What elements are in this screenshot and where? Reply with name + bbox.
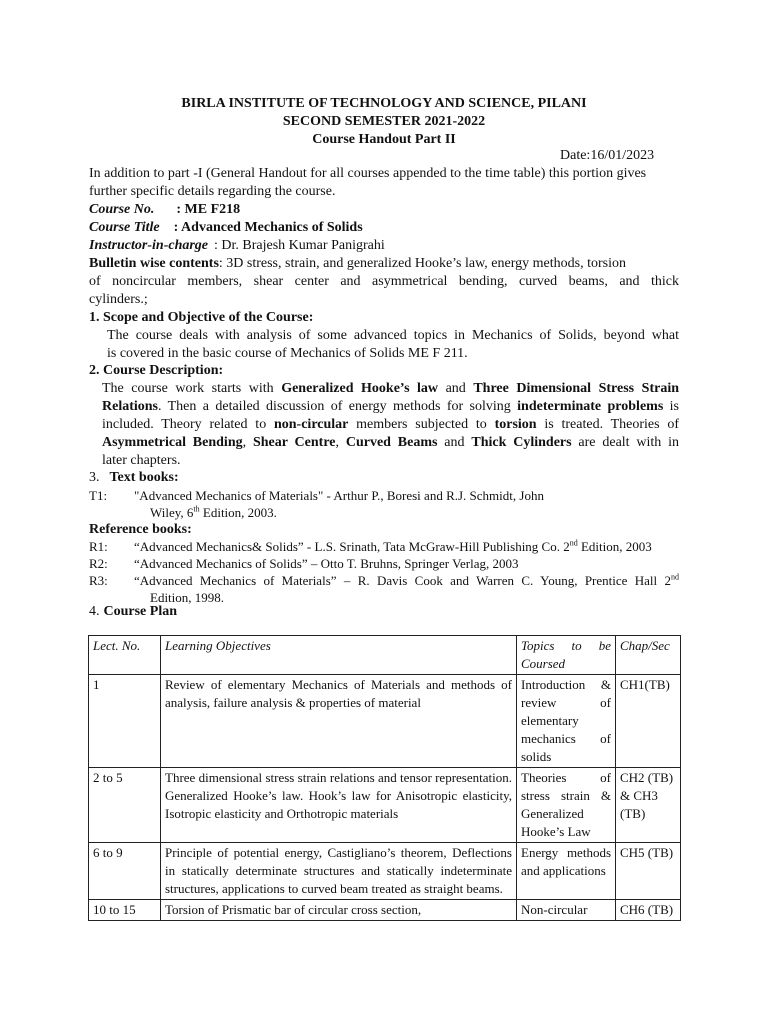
semester-title: SECOND SEMESTER 2021-2022 — [282, 114, 486, 129]
bulletin-label: Bulletin wise contents — [89, 256, 219, 271]
t1-line-1: "Advanced Mechanics of Materials" - Arthur P., Boresi and R.J. Schmidt, John — [134, 488, 544, 503]
bulletin-line-3: cylinders.; — [89, 292, 148, 307]
course-title-label: Course Title — [89, 220, 160, 235]
description-line-1 — [102, 380, 679, 398]
t1-line-2 — [150, 504, 277, 521]
t1-id: T1: — [89, 488, 108, 503]
table-row — [89, 675, 681, 768]
desc-text: members subjected to — [348, 417, 495, 432]
table-row — [89, 768, 681, 843]
header-chap-sec: Chap/Sec — [616, 636, 681, 675]
r3-line-2: Edition, 1998. — [150, 590, 225, 605]
cell-chap: CH2 (TB) & CH3 (TB) — [616, 768, 681, 843]
r1-sup: nd — [569, 538, 578, 548]
desc-text: included. Theory related to — [102, 417, 274, 432]
header-topics: Topics to be Coursed — [517, 636, 616, 675]
description-line-2 — [102, 398, 679, 416]
desc-bold: Asymmetrical Bending — [102, 435, 243, 450]
desc-text: The course work starts with — [102, 381, 282, 396]
header-lect-no: Lect. No. — [89, 636, 161, 675]
desc-bold: torsion — [494, 417, 537, 432]
cell-objective: Review of elementary Mechanics of Materials and methods of analysis, failure analysis & properties of material — [161, 675, 517, 768]
desc-bold: Curved Beams — [345, 435, 438, 450]
r1-text-b: Edition, 2003 — [577, 539, 652, 554]
r1-id: R1: — [89, 539, 108, 554]
t1-sup: th — [193, 504, 200, 514]
textbooks-heading: Text books: — [109, 470, 179, 485]
cell-lect: 10 to 15 — [89, 900, 161, 921]
desc-bold: Relations — [102, 399, 158, 414]
desc-text: are dealt with in — [571, 435, 680, 450]
cell-objective: Three dimensional stress strain relations and tensor representation. Generalized Hooke’s law. Hook’s law for Anisotropic elasticity, Isotropic elasticity and Orthotropic materials — [161, 768, 517, 843]
cell-lect: 2 to 5 — [89, 768, 161, 843]
desc-text: and — [437, 435, 472, 450]
desc-text: and — [438, 381, 474, 396]
cell-topics: Theories of stress strain & Generalized Hooke’s Law — [517, 768, 616, 843]
cell-chap: CH5 (TB) — [616, 843, 681, 900]
document-date: Date:16/01/2023 — [560, 148, 655, 163]
t1-text: Edition, 2003. — [199, 505, 277, 520]
t1-text: Wiley, 6 — [150, 505, 194, 520]
r1-text-a: “Advanced Mechanics& Solids” - L.S. Srinath, Tata McGraw-Hill Publishing Co. 2 — [134, 539, 570, 554]
reference-heading: Reference books: — [89, 522, 192, 537]
intro-line-2: further specific details regarding the course. — [89, 184, 336, 199]
r3-text — [134, 572, 679, 589]
plan-heading-row — [89, 603, 177, 621]
section-number: 3. — [89, 470, 100, 485]
scope-line-1: The course deals with analysis of some advanced topics in Mechanics of Solids, beyond what — [107, 328, 679, 343]
desc-text: , — [242, 435, 253, 450]
cell-objective: Principle of potential energy, Castigliano’s theorem, Deflections in statically determinate structures and statically indeterminate structures, applications to curved beam treated as straight beams. — [161, 843, 517, 900]
r2-text: “Advanced Mechanics of Solids” – Otto T. Bruhns, Springer Verlag, 2003 — [134, 556, 519, 571]
desc-bold: Thick Cylinders — [471, 435, 572, 450]
r1-text — [134, 538, 652, 555]
plan-heading: Course Plan — [103, 604, 177, 619]
bulletin-line-2: of noncircular members, shear center and asymmetrical bending, curved beams, and thick — [89, 274, 679, 289]
institute-title: BIRLA INSTITUTE OF TECHNOLOGY AND SCIENCE, PILANI — [181, 96, 587, 111]
cell-topics: Introduction & review of elementary mechanics of solids — [517, 675, 616, 768]
bulletin-text-1: : 3D stress, strain, and generalized Hooke’s law, energy methods, torsion — [218, 256, 626, 271]
desc-bold: Generalized Hooke’s law — [281, 381, 439, 396]
r3-id: R3: — [89, 573, 108, 588]
course-no-row — [89, 201, 240, 219]
scope-heading: 1. Scope and Objective of the Course: — [89, 310, 314, 325]
course-title-row — [89, 219, 363, 237]
desc-text: . Then a detailed discussion of energy methods for solving — [158, 399, 518, 414]
bulletin-line-1 — [89, 255, 679, 273]
instructor-label: Instructor-in-charge — [89, 238, 209, 253]
course-title-value: : Advanced Mechanics of Solids — [173, 220, 363, 235]
cell-chap: CH6 (TB) — [616, 900, 681, 921]
handout-title: Course Handout Part II — [312, 132, 456, 147]
intro-line-1: In addition to part -I (General Handout for all courses appended to the time table) this portion gives — [89, 166, 647, 181]
instructor-value: : Dr. Brajesh Kumar Panigrahi — [214, 238, 385, 253]
description-heading: 2. Course Description: — [89, 363, 224, 378]
table-row — [89, 900, 681, 921]
r3-text-a: “Advanced Mechanics of Materials” – R. Davis Cook and Warren C. Young, Prentice Hall 2 — [134, 573, 671, 588]
r3-sup: nd — [671, 572, 679, 582]
desc-text: is — [663, 399, 679, 414]
cell-lect: 1 — [89, 675, 161, 768]
course-no-label: Course No. — [89, 202, 155, 217]
table-header-row — [89, 636, 681, 675]
desc-bold: indeterminate problems — [517, 399, 664, 414]
desc-bold: Shear Centre — [252, 435, 336, 450]
cell-topics: Non-circular — [517, 900, 616, 921]
scope-line-2: is covered in the basic course of Mechanics of Solids ME F 211. — [107, 346, 468, 361]
desc-text: , — [335, 435, 346, 450]
instructor-row — [89, 237, 385, 255]
table-row — [89, 843, 681, 900]
cell-chap: CH1(TB) — [616, 675, 681, 768]
course-plan-table — [88, 635, 681, 921]
cell-lect: 6 to 9 — [89, 843, 161, 900]
description-line-4 — [102, 434, 679, 452]
cell-topics: Energy methods and applications — [517, 843, 616, 900]
desc-bold: Three Dimensional Stress Strain — [473, 381, 679, 396]
description-line-5: later chapters. — [102, 453, 181, 468]
desc-bold: non-circular — [273, 417, 349, 432]
section-number: 4. — [89, 604, 100, 619]
course-no-value: : ME F218 — [176, 202, 241, 217]
header-learning-objectives: Learning Objectives — [161, 636, 517, 675]
desc-text: is treated. Theories of — [536, 417, 680, 432]
cell-objective: Torsion of Prismatic bar of circular cross section, — [161, 900, 517, 921]
description-line-3 — [102, 416, 679, 434]
textbooks-heading-row — [89, 469, 179, 487]
r2-id: R2: — [89, 556, 108, 571]
